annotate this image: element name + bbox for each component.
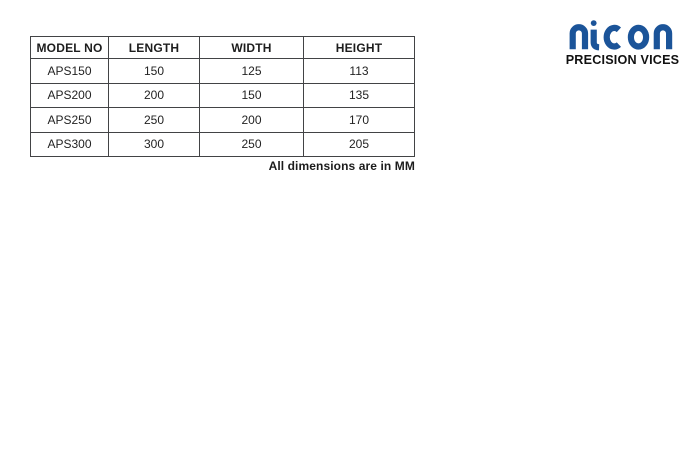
cell-height: 113	[304, 59, 415, 84]
table-row	[31, 59, 415, 84]
spec-table-container	[30, 36, 415, 157]
cell-model: APS150	[31, 59, 109, 84]
dimensions-table	[30, 36, 415, 157]
cell-length: 300	[109, 132, 200, 157]
brand-logo	[565, 20, 680, 67]
header-model-no: MODEL NO	[31, 37, 109, 59]
letter-n	[656, 27, 668, 49]
letter-n	[572, 27, 584, 49]
cell-model: APS250	[31, 108, 109, 133]
table-row	[31, 132, 415, 157]
brand-tagline: PRECISION VICES	[565, 53, 680, 67]
nicon-wordmark-logo	[569, 20, 677, 51]
cell-width: 200	[200, 108, 304, 133]
cell-width: 125	[200, 59, 304, 84]
letter-i-dot	[590, 20, 596, 26]
cell-length: 200	[109, 83, 200, 108]
letter-o	[630, 28, 645, 47]
header-height: HEIGHT	[304, 37, 415, 59]
table-row	[31, 108, 415, 133]
cell-length: 150	[109, 59, 200, 84]
cell-height: 135	[304, 83, 415, 108]
cell-model: APS300	[31, 132, 109, 157]
dimensions-note: All dimensions are in MM	[268, 159, 415, 173]
cell-height: 170	[304, 108, 415, 133]
letter-c	[606, 28, 618, 47]
cell-width: 150	[200, 83, 304, 108]
header-width: WIDTH	[200, 37, 304, 59]
cell-length: 250	[109, 108, 200, 133]
cell-height: 205	[304, 132, 415, 157]
cell-model: APS200	[31, 83, 109, 108]
table-header-row	[31, 37, 415, 59]
table-row	[31, 83, 415, 108]
letter-i	[593, 30, 598, 48]
header-length: LENGTH	[109, 37, 200, 59]
cell-width: 250	[200, 132, 304, 157]
